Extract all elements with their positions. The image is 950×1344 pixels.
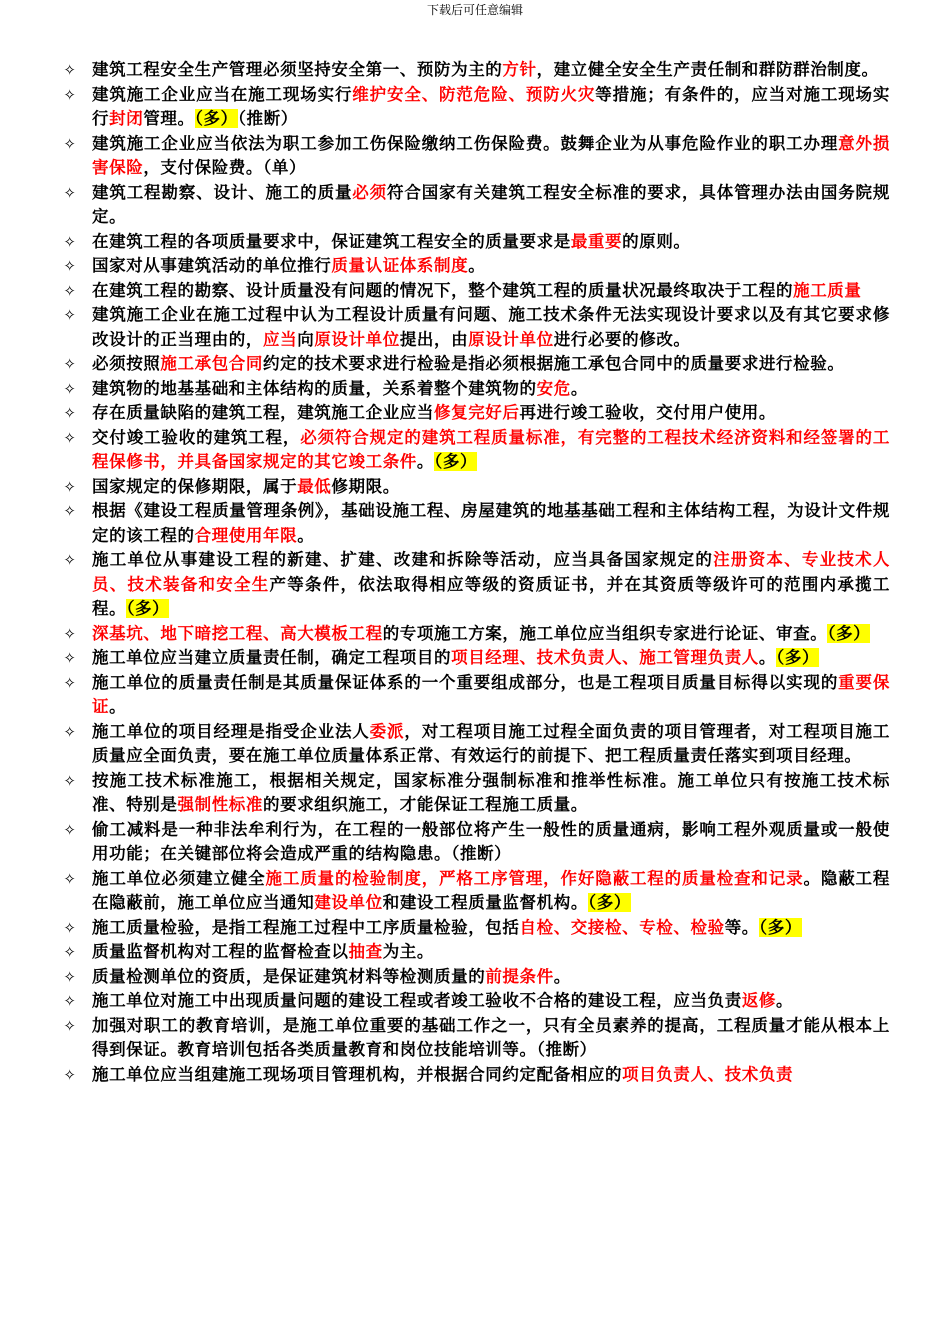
diamond-bullet-icon: ✧ [63, 1065, 77, 1084]
text-segment: 建筑施工企业应当依法为职工参加工伤保险缴纳工伤保险费。鼓舞企业为从事危险作业的职工办理 [92, 133, 839, 153]
text-segment: 按施工技术标准施工，根据相关规定，国家标准分强制标准和推举性标准。施工单位只有按施工技术标准、特别是 [92, 770, 890, 814]
list-item [60, 646, 890, 671]
list-item [60, 769, 890, 818]
diamond-bullet-icon: ✧ [63, 257, 77, 275]
list-item [60, 401, 890, 426]
list-item [60, 1014, 890, 1063]
question-type-tag: （多） [194, 109, 238, 128]
text-segment: （推断） [237, 109, 298, 128]
list-item [60, 83, 890, 132]
text-segment: 根据《建设工程质量管理条例》，基础设施工程、房屋建筑的地基基础工程和主体结构工程，为设计文件规定的该工程的 [92, 501, 890, 545]
text-segment: 在建筑工程的勘察、设计质量没有问题的情况下，整个建筑工程的质量状况最终取决于工程的 [92, 280, 794, 300]
text-segment: 进行必要的修改。 [553, 329, 691, 349]
diamond-bullet-icon: ✧ [63, 722, 77, 741]
key-term: 项目经理、技术负责人、施工管理负责人 [451, 648, 759, 667]
list-item [60, 940, 890, 965]
key-term: 意外损害保险 [92, 133, 890, 177]
diamond-bullet-icon: ✧ [63, 967, 77, 986]
text-segment: 质量检测单位的资质，是保证建筑材料等检测质量的 [92, 966, 486, 986]
key-term: 最低 [297, 476, 332, 496]
list-item [60, 1063, 890, 1088]
text-segment: 加强对职工的教育培训，是施工单位重要的基础工作之一，只有全员素养的提高，工程质量才能从根本上得到保证。教育培训包括各类质量教育和岗位技能培训等。（推断） [92, 1015, 890, 1059]
key-term: 封闭 [109, 109, 144, 128]
list-item [60, 230, 890, 255]
document-body [60, 58, 890, 1087]
list-item [60, 867, 890, 916]
key-term: 建设单位 [314, 893, 383, 912]
list-item [60, 622, 890, 647]
key-term: 质量认证体系制度 [331, 256, 469, 275]
text-segment: 。 [758, 648, 777, 667]
text-segment: ，对工程项目施工过程全面负责的项目管理者，对工程项目施工质量应全面负责，要在施工单位质量体系正常、有效运行的前提下、把工程质量责任落实到项目经理。 [92, 721, 890, 765]
text-segment: 施工单位对施工中出现质量问题的建设工程或者竣工验收不合格的建设工程，应当负责 [92, 991, 742, 1010]
text-segment: 修期限。 [331, 476, 400, 496]
diamond-bullet-icon: ✧ [63, 624, 77, 643]
diamond-bullet-icon: ✧ [63, 992, 77, 1010]
question-type-tag: （多） [126, 599, 170, 618]
list-item [60, 132, 890, 181]
text-segment: 施工单位从事建设工程的新建、扩建、改建和拆除等活动，应当具备国家规定的 [92, 550, 714, 569]
list-item [60, 352, 890, 377]
question-type-tag: （多） [587, 893, 631, 912]
text-segment: 国家对从事建筑活动的单位推行 [92, 256, 332, 275]
diamond-bullet-icon: ✧ [63, 820, 77, 839]
diamond-bullet-icon: ✧ [63, 673, 77, 692]
list-item [60, 279, 890, 304]
list-item [60, 254, 890, 279]
diamond-bullet-icon: ✧ [63, 85, 77, 104]
text-segment: ，支付保险费。（单） [143, 158, 307, 177]
list-item [60, 916, 890, 941]
text-segment: 建筑施工企业应当在施工现场实行 [92, 84, 353, 104]
key-term: 安危 [536, 378, 571, 398]
text-segment: 向 [297, 329, 315, 349]
key-term: 施工质量的检验制度，严格工序管理，作好隐蔽工程的质量检查和记录 [265, 868, 804, 888]
list-item [60, 181, 890, 230]
page-header: 下载后可任意编辑 [426, 3, 523, 17]
key-term: 原设计单位 [468, 329, 554, 349]
diamond-bullet-icon: ✧ [63, 379, 77, 398]
text-segment: 约定的技术要求进行检验是指必须根据施工承包合同中的质量要求进行检验。 [263, 354, 845, 373]
question-type-tag: （多） [434, 452, 478, 471]
list-item [60, 818, 890, 867]
key-term: 最重要 [570, 231, 623, 251]
text-segment: 。 [109, 697, 127, 716]
text-segment: 存在质量缺陷的建筑工程，建筑施工企业应当 [92, 403, 434, 422]
text-segment: 建筑工程安全生产管理必须坚持安全第一、预防为主的 [92, 60, 503, 79]
question-type-tag: （多） [827, 623, 871, 643]
key-term: 前提条件 [485, 966, 554, 986]
text-segment: 建筑施工企业在施工过程中认为工程设计质量有问题、施工技术条件无法实现设计要求以及有其它要求修改设计的正当理由的， [92, 305, 890, 349]
text-segment: 等措施；有条件的，应当对施工现场实行 [92, 84, 891, 128]
text-segment: 质量监督机构对工程的监督检查以 [92, 942, 349, 961]
key-term: 自检、交接检、专检、检验 [519, 917, 725, 937]
diamond-bullet-icon: ✧ [63, 502, 77, 520]
diamond-bullet-icon: ✧ [63, 134, 77, 153]
list-item [60, 989, 890, 1014]
key-term: 合理使用年限 [194, 525, 298, 545]
list-item [60, 303, 890, 352]
list-item [60, 377, 890, 402]
list-item [60, 426, 890, 475]
text-segment: 产等条件，依法取得相应等级的资质证书，并在其资质等级许可的范围内承揽工程。 [92, 574, 891, 618]
text-segment: 施工单位必须建立健全 [92, 868, 266, 888]
text-segment: 的要求组织施工，才能保证工程施工质量。 [263, 795, 588, 814]
diamond-bullet-icon: ✧ [63, 61, 77, 79]
diamond-bullet-icon: ✧ [63, 404, 77, 422]
text-segment: 必须按照 [92, 354, 161, 373]
diamond-bullet-icon: ✧ [63, 306, 77, 324]
list-item [60, 965, 890, 990]
text-segment: 为主。 [382, 942, 435, 961]
text-segment: 。 [297, 525, 315, 545]
diamond-bullet-icon: ✧ [63, 649, 77, 667]
text-segment: 管理。 [143, 109, 195, 128]
text-segment: 等。 [724, 917, 759, 937]
key-term: 抽查 [348, 942, 383, 961]
text-segment: 施工单位的项目经理是指受企业法人 [92, 721, 370, 741]
diamond-bullet-icon: ✧ [63, 183, 77, 202]
list-item [60, 548, 890, 622]
text-segment: 提出，由 [399, 329, 469, 349]
text-segment: 的专项施工方案，施工单位应当组织专家进行论证、审查。 [382, 623, 828, 643]
text-segment: 国家规定的保修期限，属于 [92, 476, 298, 496]
diamond-bullet-icon: ✧ [63, 869, 77, 888]
text-segment: 和建设工程质量监督机构。 [382, 893, 588, 912]
key-term: 修复完好后 [434, 403, 520, 422]
key-term: 应当 [263, 329, 298, 349]
diamond-bullet-icon: ✧ [63, 771, 77, 790]
diamond-bullet-icon: ✧ [63, 281, 77, 300]
key-term: 原设计单位 [314, 329, 400, 349]
diamond-bullet-icon: ✧ [63, 232, 77, 251]
text-segment: 。 [416, 452, 435, 471]
key-term: 强制性标准 [177, 795, 263, 814]
text-segment: 。 [553, 966, 571, 986]
diamond-bullet-icon: ✧ [63, 477, 77, 496]
text-segment: 施工单位应当组建施工现场项目管理机构，并根据合同约定配备相应的 [92, 1064, 623, 1084]
text-segment: 在建筑工程的各项质量要求中，保证建筑工程安全的质量要求是 [92, 231, 571, 251]
list-item [60, 499, 890, 548]
key-term: 项目负责人、技术负责 [622, 1064, 794, 1084]
list-item [60, 671, 890, 720]
diamond-bullet-icon: ✧ [63, 428, 77, 447]
key-term: 施工质量 [793, 280, 862, 300]
key-term: 深基坑、地下暗挖工程、高大模板工程 [92, 623, 383, 643]
text-segment: 再进行竣工验收，交付用户使用。 [519, 403, 776, 422]
diamond-bullet-icon: ✧ [63, 355, 77, 373]
text-segment: 施工单位的质量责任制是其质量保证体系的一个重要组成部分，也是工程项目质量目标得以实现的 [92, 672, 839, 692]
text-segment: 符合国家有关建筑工程安全标准的要求，具体管理办法由国务院规定。 [92, 182, 891, 226]
text-segment: 的原则。 [622, 231, 691, 251]
key-term: 维护安全、防范危险、预防火灾 [352, 84, 596, 104]
text-segment: ，建立健全安全生产责任制和群防群治制度。 [536, 60, 879, 79]
text-segment: 交付竣工验收的建筑工程， [92, 427, 301, 447]
text-segment: 施工单位应当建立质量责任制，确定工程项目的 [92, 648, 452, 667]
text-segment: 建筑物的地基基础和主体结构的质量，关系着整个建筑物的 [92, 378, 537, 398]
diamond-bullet-icon: ✧ [63, 943, 77, 961]
key-term: 委派 [369, 721, 405, 741]
diamond-bullet-icon: ✧ [63, 551, 77, 569]
text-segment: 。 [776, 991, 794, 1010]
text-segment: 。 [468, 256, 486, 275]
key-term: 重要保证 [92, 672, 890, 716]
key-term: 施工承包合同 [160, 354, 264, 373]
text-segment: 。隐蔽工程在隐蔽前，施工单位应当通知 [92, 868, 890, 912]
key-term: 必须 [352, 182, 388, 202]
key-term: 返修 [741, 991, 777, 1010]
list-item [60, 475, 890, 500]
question-type-tag: （多） [776, 648, 820, 667]
key-term: 方针 [502, 60, 537, 79]
list-item [60, 58, 890, 83]
diamond-bullet-icon: ✧ [63, 1016, 77, 1035]
text-segment: 建筑工程勘察、设计、施工的质量 [92, 182, 353, 202]
text-segment: 施工质量检验，是指工程施工过程中工序质量检验，包括 [92, 917, 520, 937]
list-item [60, 720, 890, 769]
key-term: 注册资本、专业技术人员、技术装备和安全生 [92, 550, 891, 594]
diamond-bullet-icon: ✧ [63, 918, 77, 937]
key-term: 必须符合规定的建筑工程质量标准，有完整的工程技术经济资料和经签署的工程保修书，并具备国家规定的其它竣工条件 [92, 427, 891, 471]
text-segment: 偷工减料是一种非法牟利行为，在工程的一般部位将产生一般性的质量通病，影响工程外观质量或一般使用功能；在关键部位将会造成严重的结构隐患。（推断） [92, 819, 890, 863]
question-type-tag: （多） [758, 917, 802, 937]
text-segment: 。 [570, 378, 588, 398]
